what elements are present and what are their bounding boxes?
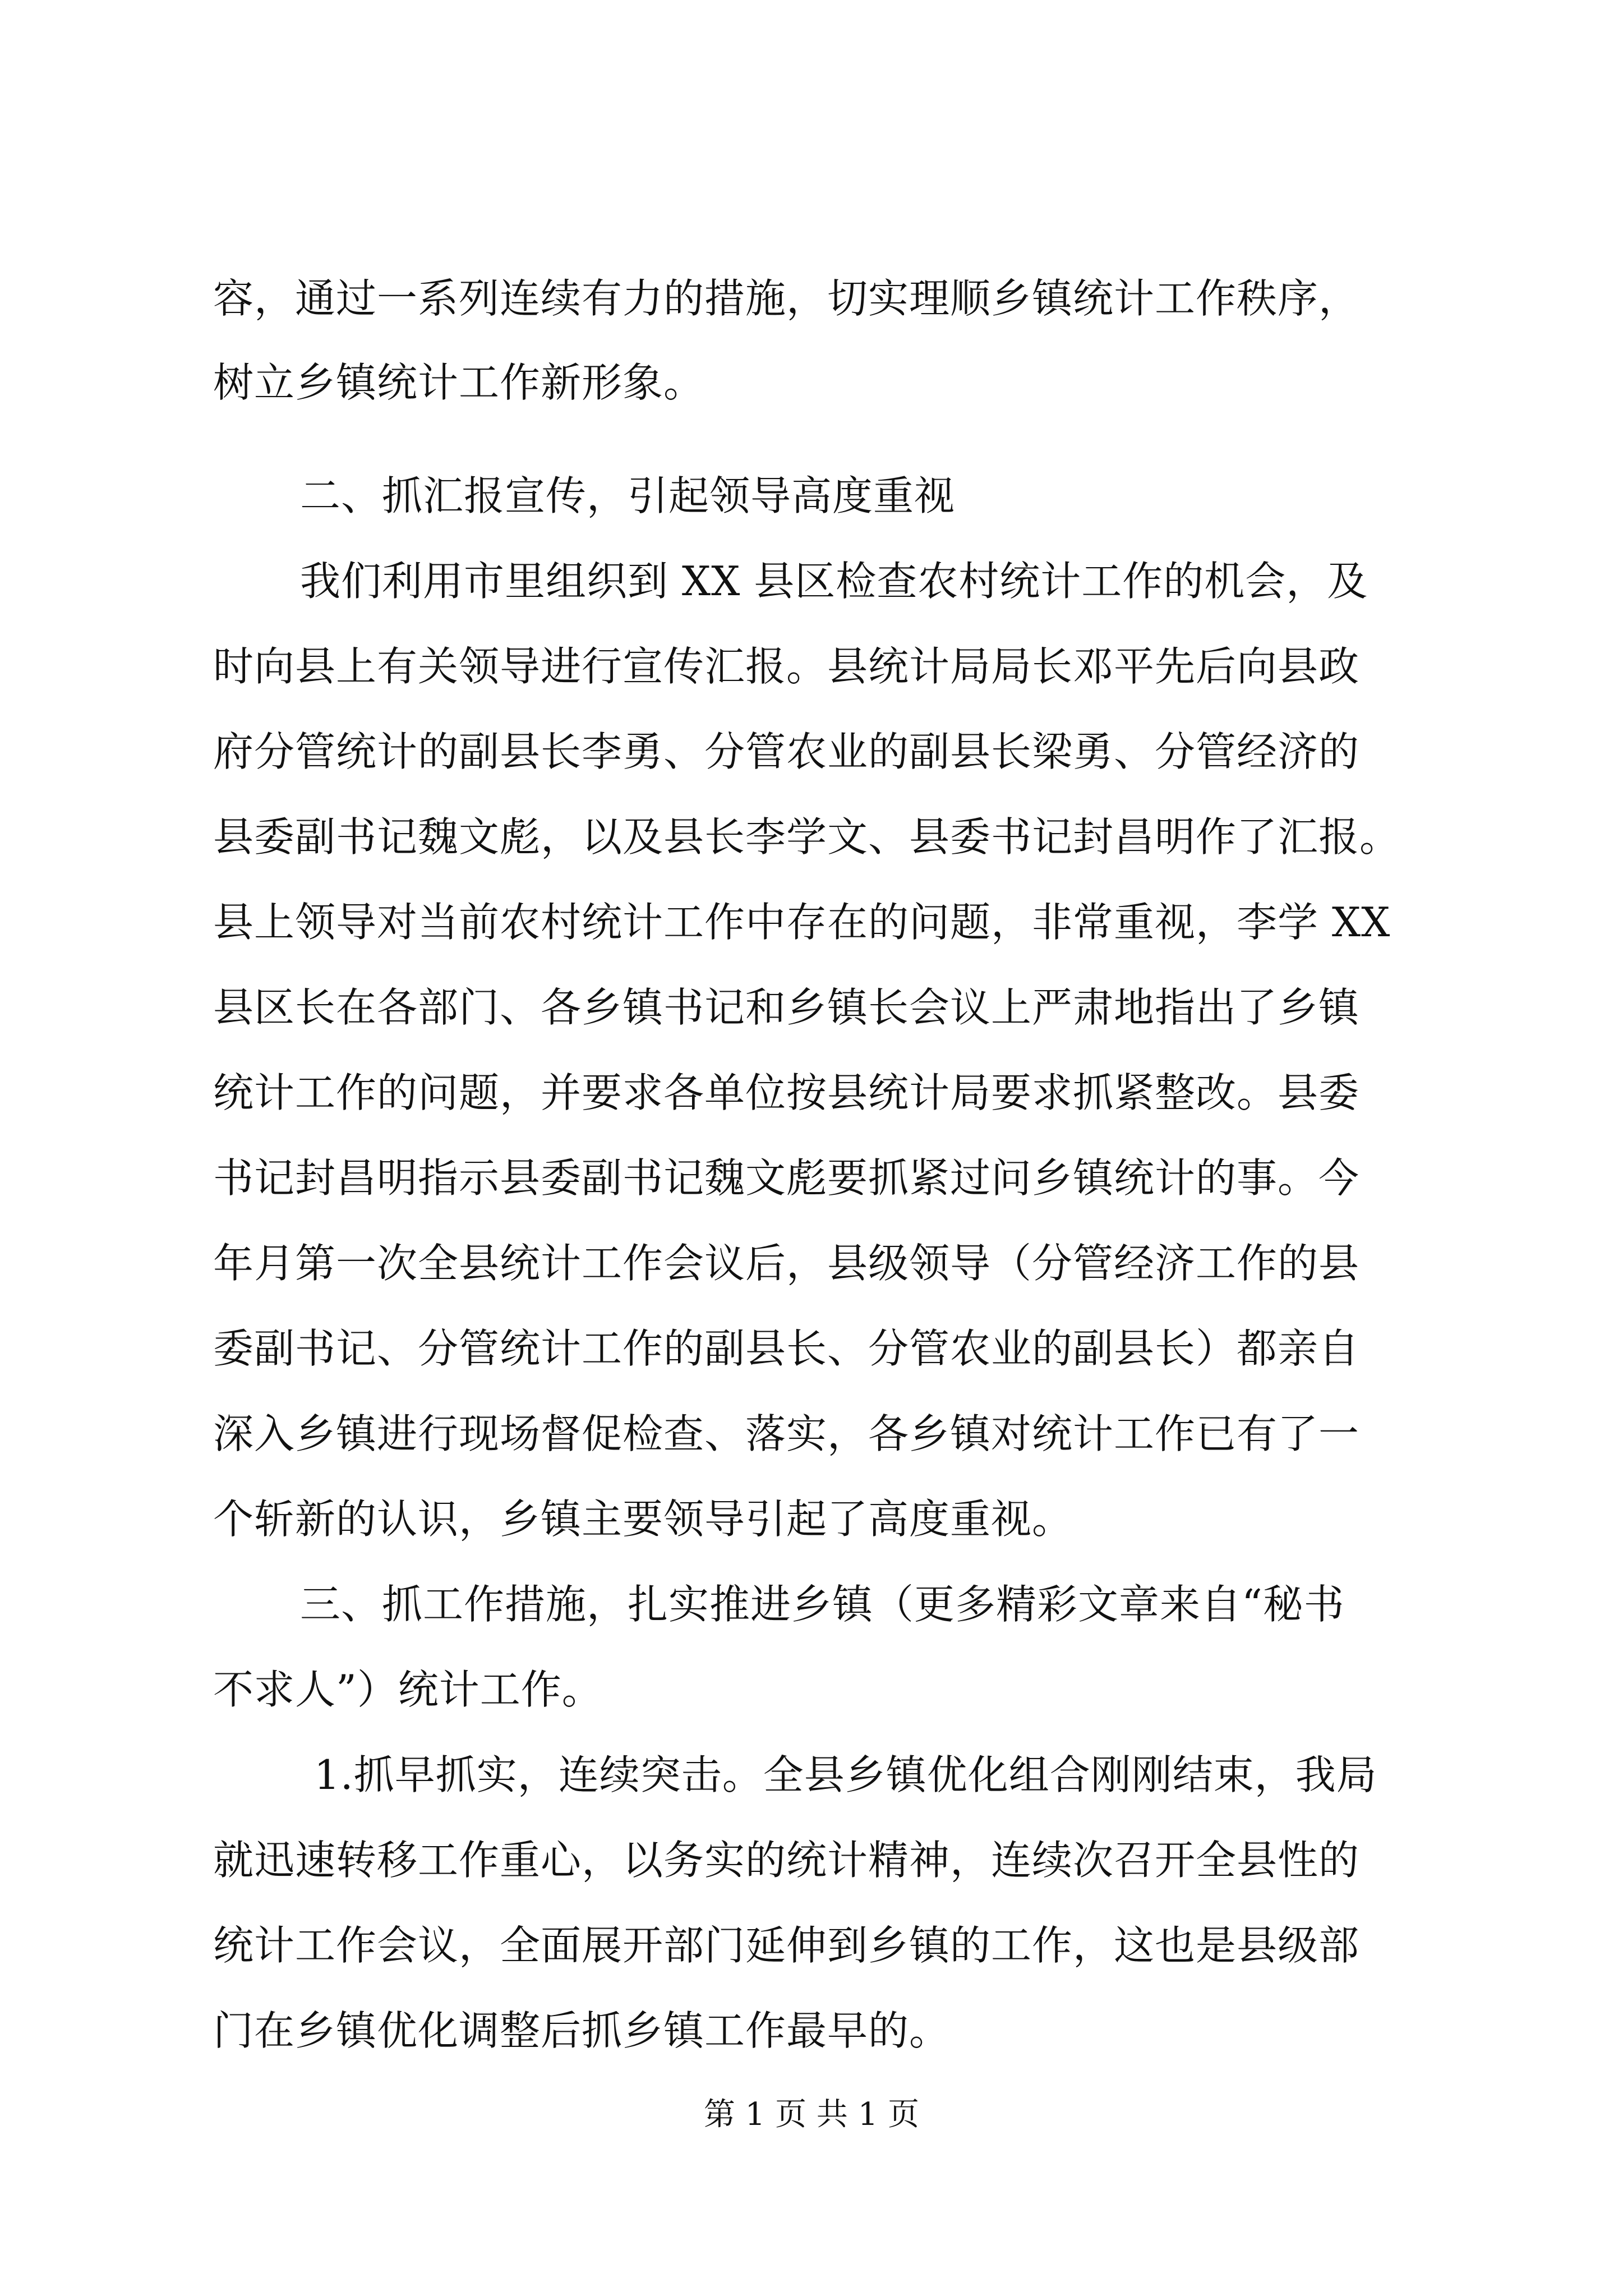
paragraph-text: 容，通过一系列连续有力的措施，切实理顺乡镇统计工作秩序，: [213, 275, 1360, 322]
section-heading: [0, 1650, 1623, 1729]
paragraph-text: 个斩新的认识，乡镇主要领导引起了高度重视。: [213, 1496, 1073, 1543]
text-line: [0, 1906, 1623, 1985]
paragraph-text: 县上领导对当前农村统计工作中存在的问题，非常重视，李学 XX: [213, 899, 1391, 946]
paragraph-text: 府分管统计的副县长李勇、分管农业的副县长梁勇、分管经济的: [213, 728, 1360, 775]
text-line: [0, 798, 1623, 876]
heading-text: 不求人”）统计工作。: [213, 1666, 603, 1713]
paragraph-text: 县委副书记魏文彪，以及县长李学文、县委书记封昌明作了汇报。: [213, 813, 1401, 861]
text-line: [0, 259, 1623, 338]
text-line: [0, 1224, 1623, 1303]
paragraph-text: 统计工作的问题，并要求各单位按县统计局要求抓紧整改。县委: [213, 1069, 1360, 1116]
section-heading: [0, 457, 1623, 535]
paragraph-text: 门在乡镇优化调整后抓乡镇工作最早的。: [213, 2007, 951, 2054]
text-line: [0, 1139, 1623, 1217]
paragraph-text: 1.抓早抓实，连续突击。全县乡镇优化组合刚刚结束，我局: [314, 1751, 1377, 1798]
text-line: [0, 712, 1623, 791]
text-line: [0, 968, 1623, 1047]
paragraph-text: 就迅速转移工作重心，以务实的统计精神，连续次召开全县性的: [213, 1837, 1360, 1884]
page-footer: [0, 2087, 1623, 2143]
heading-text: 二、抓汇报宣传，引起领导高度重视: [300, 472, 956, 519]
page-number: 第 1 页 共 1 页: [703, 2096, 920, 2133]
text-line: [0, 1736, 1623, 1814]
paragraph-text: 树立乡镇统计工作新形象。: [213, 359, 705, 406]
paragraph-text: 年月第一次全县统计工作会议后，县级领导（分管经济工作的县: [213, 1240, 1360, 1287]
text-line: [0, 1309, 1623, 1388]
text-line: [0, 542, 1623, 620]
text-line: [0, 1991, 1623, 2070]
text-line: [0, 883, 1623, 961]
heading-text: 三、抓工作措施，扎实推进乡镇（更多精彩文章来自“秘书: [300, 1581, 1345, 1628]
paragraph-text: 委副书记、分管统计工作的副县长、分管农业的副县长）都亲自: [213, 1325, 1360, 1372]
text-line: [0, 1480, 1623, 1558]
paragraph-text: 时向县上有关领导进行宣传汇报。县统计局局长邓平先后向县政: [213, 643, 1360, 690]
text-line: [0, 627, 1623, 706]
paragraph-text: 我们利用市里组织到 XX 县区检查农村统计工作的机会，及: [300, 558, 1368, 605]
paragraph-text: 统计工作会议，全面展开部门延伸到乡镇的工作，这也是县级部: [213, 1922, 1360, 1969]
section-heading: [0, 1565, 1623, 1644]
text-line: [0, 1395, 1623, 1473]
paragraph-text: 县区长在各部门、各乡镇书记和乡镇长会议上严肃地指出了乡镇: [213, 984, 1360, 1031]
text-line: [0, 1053, 1623, 1132]
text-line: [0, 343, 1623, 422]
paragraph-text: 深入乡镇进行现场督促检查、落实，各乡镇对统计工作已有了一: [213, 1410, 1360, 1457]
text-line: [0, 1821, 1623, 1899]
paragraph-text: 书记封昌明指示县委副书记魏文彪要抓紧过问乡镇统计的事。今: [213, 1154, 1360, 1202]
